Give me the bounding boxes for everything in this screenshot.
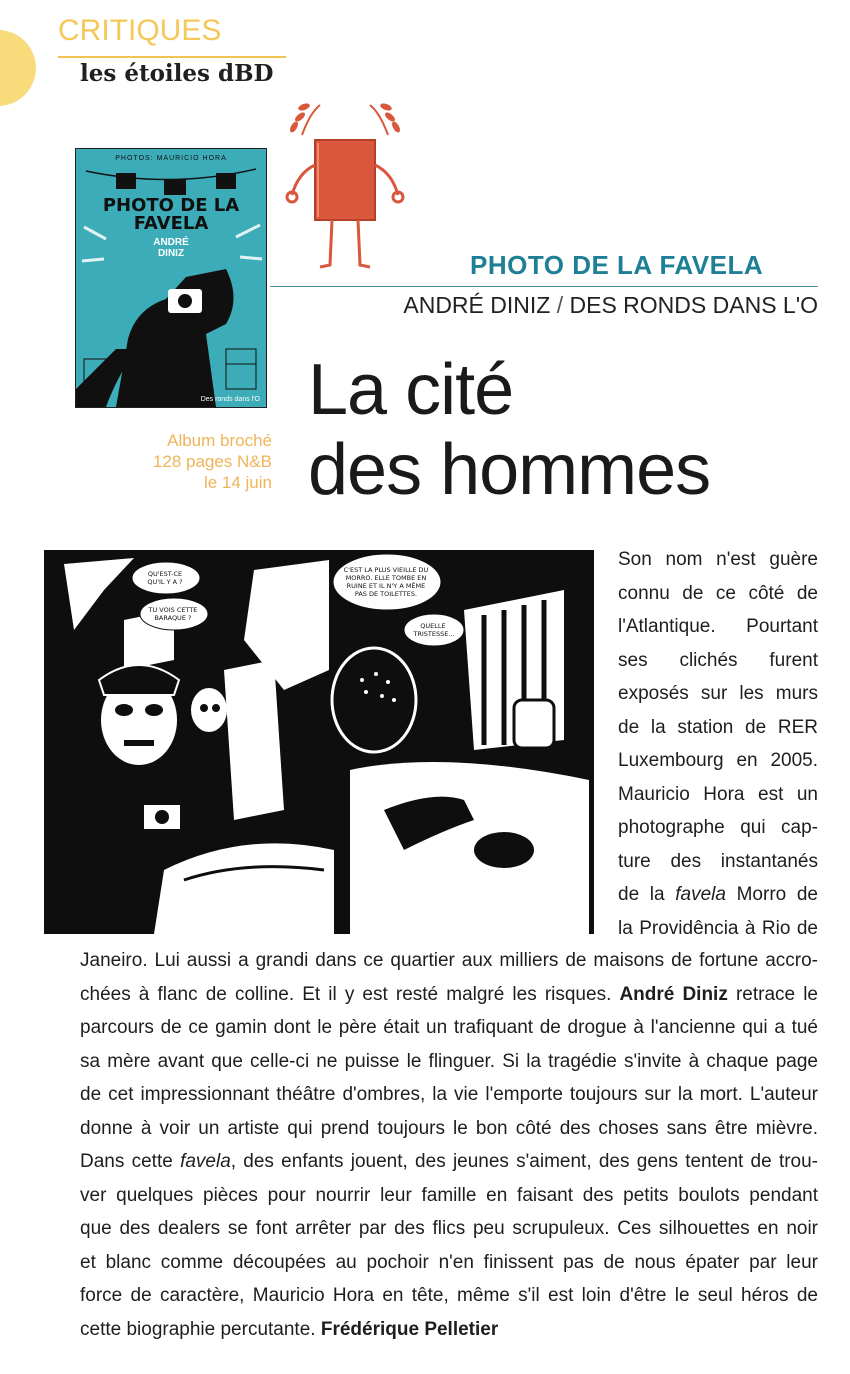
book-cover xyxy=(75,148,267,408)
book-meta xyxy=(403,292,818,319)
album-info xyxy=(153,430,272,493)
album-format: Album broché xyxy=(167,431,272,450)
author-name-bold: André Diniz xyxy=(619,983,728,1005)
speech-bubble-1: QU'EST-CE xyxy=(147,570,183,578)
cover-publisher: Des ronds dans l'O xyxy=(200,396,260,403)
section-divider xyxy=(58,56,286,58)
album-pages: 128 pages N&B xyxy=(152,452,272,471)
book-publisher: DES RONDS DANS L'O xyxy=(569,292,818,318)
section-marker-dot xyxy=(0,30,36,106)
book-title: PHOTO DE LA FAVELA xyxy=(470,250,764,280)
comic-panel-image xyxy=(44,550,594,934)
comic-illustration xyxy=(44,550,594,934)
svg-text:QU'EST-CE QU'IL Y A ?: QU'EST-CE QU'IL Y A ? TU VOIS CETTE BARAQUE ? C'EST LA PLUS VIEILLE DU MORRO. ELLE TOMBE EN RUINE ET IL N'Y A MÊME PAS DE TOILETTES. QUELLE TRISTESSE... xyxy=(147,566,455,638)
section-subtitle: les étoiles dBD xyxy=(80,60,274,87)
title-divider xyxy=(270,286,818,287)
reviewer-signature: Frédérique Pelletier xyxy=(320,1318,499,1340)
article-headline: La cité des hommes xyxy=(308,350,711,510)
cover-title: PHOTO DE LA FAVELA xyxy=(102,195,240,234)
book-author: ANDRÉ DINIZ xyxy=(403,292,551,318)
article-body: Janeiro. Lui aussi a grandi dans ce quartier aux milliers de maisons de fortune accro- chées à flanc de colline. Et il y est resté malgré les risques. André Diniz retrace le parcours de ce gamin dont le père était un trafiquant de drogue à l'ancienne qui a tué sa mère avant que celle-ci ne puisse le flinguer. Si la tragédie s'invite à chaque page de cet impressionnant théâtre d'ombres, la vie l'emporte toujours sur la mort. L'auteur donne à voir un artiste qui prend toujours le bon côté des choses sans être mièvre. Dans cette favela, des enfants jouent, des jeunes s'aiment, des gens tentent de trou- ver quelques pièces pour nourrir leur famille en faisant des petits boulots pendant que des dealers se font arrêter par des flics peu scrupuleux. Ces silhouettes en noir et blanc comme découpées au pochoir n'en finissent pas de nous épater par leur force de caractère, Mauricio Hora en tête, même s'il est loin d'être le seul héros de cette biographie percutante. Frédérique Pelletier xyxy=(80,950,819,1340)
section-label: CRITIQUES xyxy=(58,14,222,47)
cover-illustration xyxy=(76,149,266,407)
cover-author: ANDRÉ DINIZ xyxy=(153,237,189,259)
album-date: le 14 juin xyxy=(203,473,272,492)
article-intro-column: Son nom n'est guère connu de ce côté de l'Atlantique. Pourtant ses clichés furent exposés sur les murs de la station de RER Luxembourg en 2005. Mauricio Hora est un photographe qui cap- ture des instantanés de la favela Morro de la Providência à Rio de xyxy=(618,549,818,939)
meta-separator: / xyxy=(556,292,564,318)
cover-credit: PHOTOS: MAURICIO HORA xyxy=(115,155,227,162)
rating-mascot-icon xyxy=(280,95,410,280)
